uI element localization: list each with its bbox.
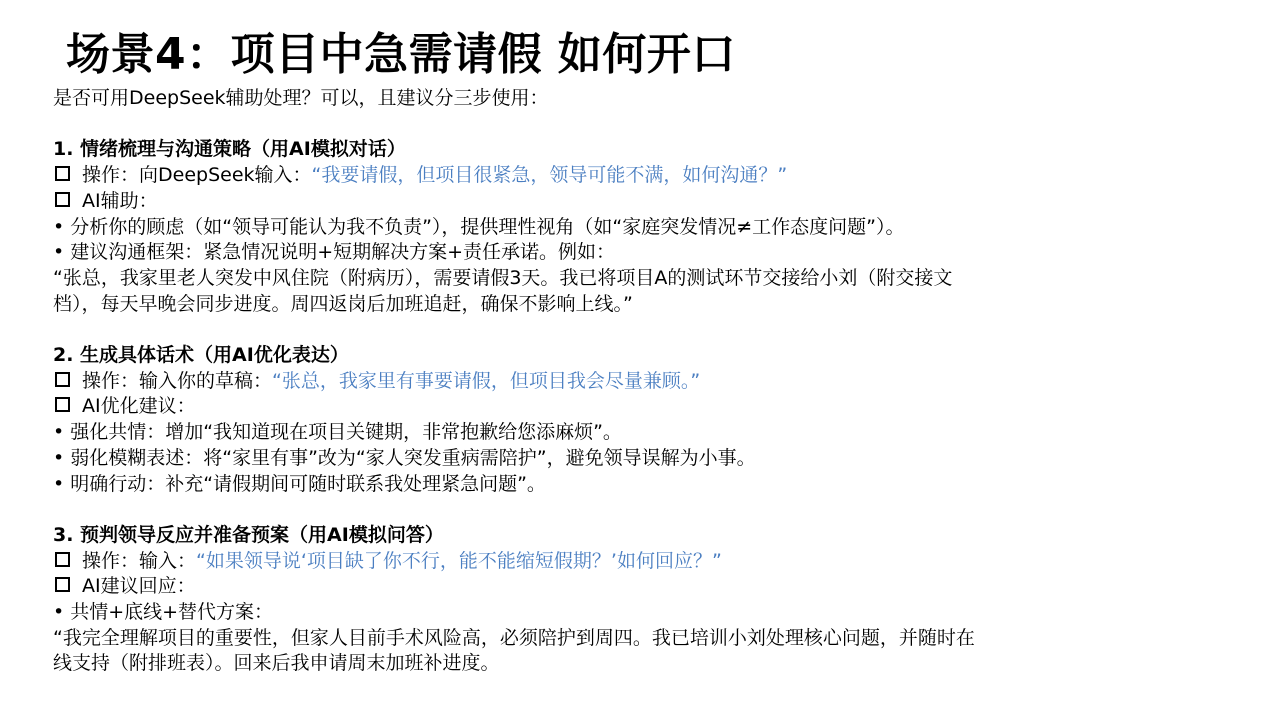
section2-ai-label: AI优化建议： [82, 395, 196, 418]
section1-op-quote: “我要请假，但项目很紧急，领导可能不满，如何沟通？” [311, 164, 788, 187]
section2-op-label: 操作：输入你的草稿： [82, 369, 273, 392]
section3-op-quote: “如果领导说‘项目缺了你不行，能不能缩短假期？’如何回应？” [196, 549, 722, 572]
slide-content [53, 86, 1133, 677]
section2-bullet2 [53, 446, 1133, 472]
bullet-icon: • [53, 446, 65, 469]
section3-operation [53, 549, 1133, 575]
section2-heading: 2. 生成具体话术（用AI优化表达） [53, 344, 349, 366]
checkbox-icon [55, 397, 70, 412]
section2-op-quote: “张总，我家里有事要请假，但项目我会尽量兼顾。” [272, 369, 701, 392]
section3-ai-label: AI建议回应： [82, 575, 196, 598]
page-title: 场景4：项目中急需请假 如何开口 [66, 29, 736, 80]
section1-bullet2 [53, 240, 1133, 266]
bullet-icon: • [53, 215, 65, 238]
checkbox-icon [55, 552, 70, 567]
section1-example-line1: “张总，我家里老人突发中风住院（附病历），需要请假3天。我已将项目A的测试环节交接给小刘（附交接文 [53, 266, 953, 289]
checkbox-icon [55, 166, 70, 181]
intro-text: 是否可用DeepSeek辅助处理？可以，且建议分三步使用： [53, 87, 549, 109]
checkbox-icon [55, 577, 70, 592]
section3-example-line2: 线支持（附排班表）。回来后我申请周末加班补进度。 [53, 652, 500, 675]
spacer [53, 497, 1133, 523]
section2-operation [53, 369, 1133, 395]
checkbox-icon [55, 372, 70, 387]
section1-op-label: 操作：向DeepSeek输入： [82, 164, 312, 187]
bullet-icon: • [53, 601, 65, 624]
section1-ai-label-row [53, 189, 1133, 215]
bullet-text: 建议沟通框架：紧急情况说明+短期解决方案+责任承诺。例如： [70, 241, 616, 264]
section3-bullet1 [53, 600, 1133, 626]
section1-operation [53, 163, 1133, 189]
section3-op-label: 操作：输入： [82, 549, 197, 572]
section1-bullet1 [53, 215, 1133, 241]
bullet-icon: • [53, 421, 65, 444]
bullet-icon: • [53, 241, 65, 264]
section3-example-line1: “我完全理解项目的重要性，但家人目前手术风险高，必须陪护到周四。我已培训小刘处理核心问题，并随时在 [53, 626, 975, 649]
bullet-text: 明确行动：补充“请假期间可随时联系我处理紧急问题”。 [70, 472, 546, 495]
section2-ai-label-row [53, 394, 1133, 420]
section3-heading: 3. 预判领导反应并准备预案（用AI模拟问答） [53, 523, 444, 546]
section2-bullet3 [53, 472, 1133, 498]
section2-bullet1 [53, 420, 1133, 446]
spacer [53, 317, 1133, 343]
section1-example-line2: 档），每天早晚会同步进度。周四返岗后加班追赶，确保不影响上线。” [53, 292, 633, 315]
bullet-text: 分析你的顾虑（如“领导可能认为我不负责”），提供理性视角（如“家庭突发情况≠工作态度问题”）。 [70, 215, 905, 238]
spacer [53, 112, 1133, 138]
bullet-text: 弱化模糊表述：将“家里有事”改为“家人突发重病需陪护”，避免领导误解为小事。 [70, 446, 756, 469]
bullet-icon: • [53, 472, 65, 495]
bullet-text: 强化共情：增加“我知道现在项目关键期，非常抱歉给您添麻烦”。 [70, 421, 622, 444]
bullet-text: 共情+底线+替代方案： [70, 601, 274, 624]
checkbox-icon [55, 192, 70, 207]
section3-ai-label-row [53, 574, 1133, 600]
section1-ai-label: AI辅助： [82, 189, 158, 212]
section1-heading: 1. 情绪梳理与沟通策略（用AI模拟对话） [53, 138, 406, 161]
